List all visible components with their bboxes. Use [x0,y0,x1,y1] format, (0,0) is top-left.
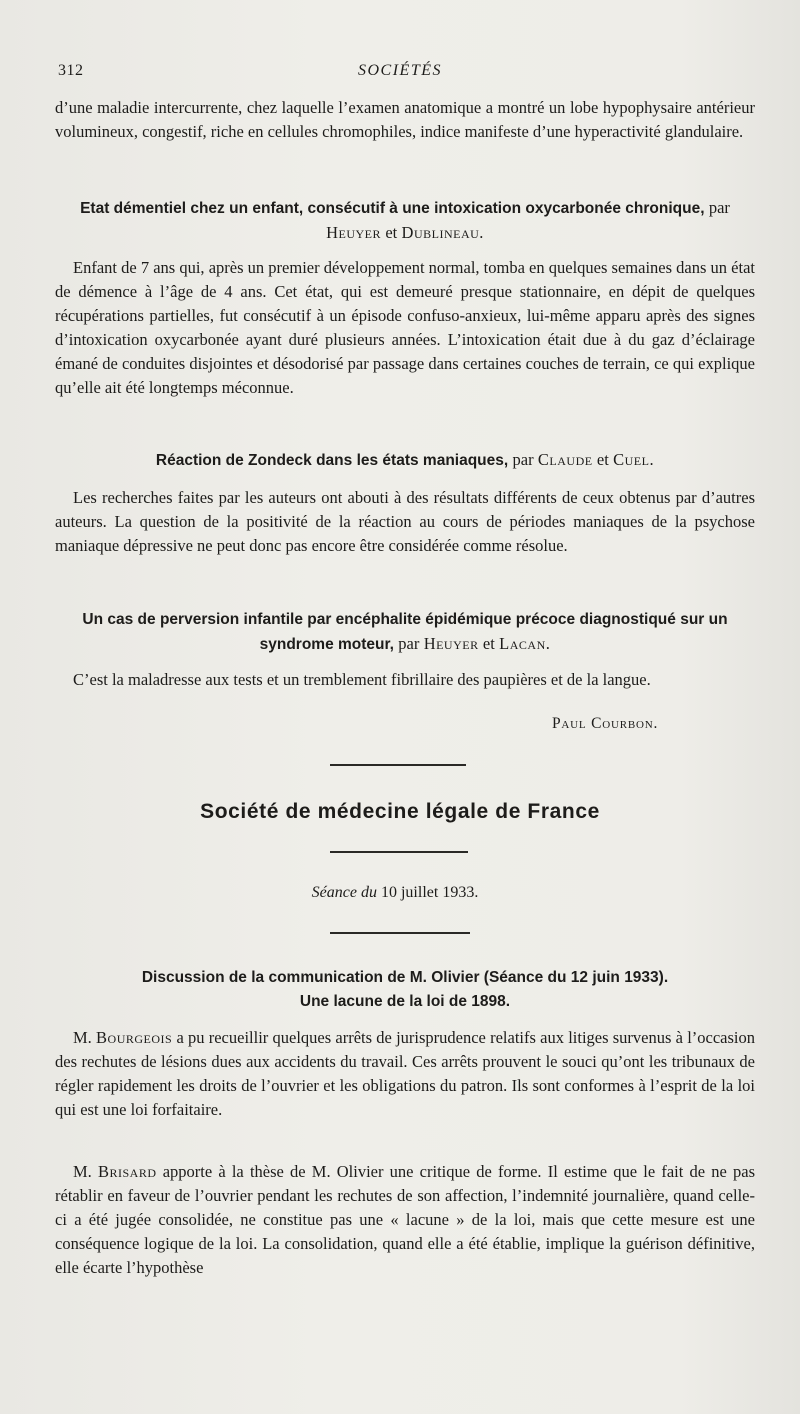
section3-title: Un cas de perversion infantile par encéphalite épidémique précoce diagnostiqué sur un syndrome moteur, [82,611,728,653]
p2-text: apporte à la thèse de M. Olivier une critique de forme. Il estime que le fait de ne pas rétablir en faveur de l’ouvrier pendant les rechutes de son affection, l’indemnité journalière, quand celle-ci a été jugée consolidée, ne constitue pas une « lacune » de la loi, mais que cette mesure est une conséquence logique de la loi. La consolidation, quand elle a été établie, implique la guérison définitive, elle écarte l’hypothèse [55,1162,756,1277]
section3-heading [55,608,755,657]
seance-date: 10 juillet 1933. [380,884,479,901]
section1-body: Enfant de 7 ans qui, après un premier développement normal, tomba en quelques semaines dans un état de démence à l’âge de 4 ans. Cet état, qui est demeuré presque stationnaire, en dépit de quelques récupérations partielles, fut consécutif à un épisode confuso-anxieux, lui-même apparu après des signes d’intoxication oxycarbonée ayant duré plusieurs années. L’intoxication était due à du gaz d’éclairage émané de conduites disjointes et désodorisé par passage dans certaines couches de terrain, ce qui explique qu’elle ait été longtemps méconnue. [55,258,755,397]
section3-author2: Lacan. [499,634,551,653]
section1-et: et [385,223,398,242]
divider-rule-bottom [330,932,470,934]
section2-title: Réaction de Zondeck dans les états maniaques, [155,452,509,469]
discussion-paragraph-1 [55,1026,755,1122]
p2-prefix: M. [73,1162,92,1181]
section3-par: par [398,634,420,653]
p1-prefix: M. [73,1028,92,1047]
discussion-title-line1: Discussion de la communication de M. Olivier (Séance du 12 juin 1933). [141,969,669,986]
section2-heading [55,448,755,473]
section1-par: par [708,198,730,217]
section2-body: Les recherches faites par les auteurs ont abouti à des résultats différents de ceux obtenus par d’autres auteurs. La question de la positivité de la réaction au cours de périodes maniaques de la psychose maniaque dépressive ne peut donc pas encore être considérée comme résolue. [55,488,755,555]
discussion-heading [55,966,755,1014]
section2-et: et [596,450,609,469]
discussion-paragraph-2 [55,1160,755,1280]
section3-et: et [482,634,495,653]
section1-author2: Dublineau. [401,223,484,242]
section2-par: par [512,450,534,469]
section2-author1: Claude [537,450,593,469]
divider-rule-middle [330,851,468,853]
society-heading: Société de médecine légale de France [200,800,600,823]
continuation-paragraph: d’une maladie intercurrente, chez laquelle l’examen anatomique a montré un lobe hypophysaire antérieur volumineux, congestif, riche en cellules chromophiles, indice manifeste d’une hyperactivité glandulaire. [55,98,755,141]
page-number: 312 [58,62,84,79]
p1-name: Bourgeois [96,1028,173,1047]
p2-name: Brisard [97,1162,157,1181]
seance-line [0,884,790,902]
section1-heading [55,196,755,246]
running-title: SOCIÉTÉS [358,62,442,79]
section1-author1: Heuyer [326,223,381,242]
section1-title: Etat démentiel chez un enfant, consécutif à une intoxication oxycarbonée chronique, [80,200,705,217]
p1-text: a pu recueillir quelques arrêts de jurisprudence relatifs aux litiges survenus à l’occasion des rechutes de lésions dues aux accidents du travail. Ces arrêts prouvent le souci qu’ont les tribunaux de régler rapidement les droits de l’ouvrier et les obligations du patron. Ils sont conformes à l’esprit de la loi qui est une loi forfaitaire. [55,1028,756,1119]
divider-rule-top [330,764,466,766]
section3-author1: Heuyer [423,634,479,653]
seance-prefix: Séance du [311,884,377,901]
discussion-title-line2: Une lacune de la loi de 1898. [299,993,511,1010]
section2-author2: Cuel. [613,450,655,469]
signature: Paul Courbon. [552,715,659,732]
section3-body: C’est la maladresse aux tests et un tremblement fibrillaire des paupières et de la langue. [73,670,651,689]
